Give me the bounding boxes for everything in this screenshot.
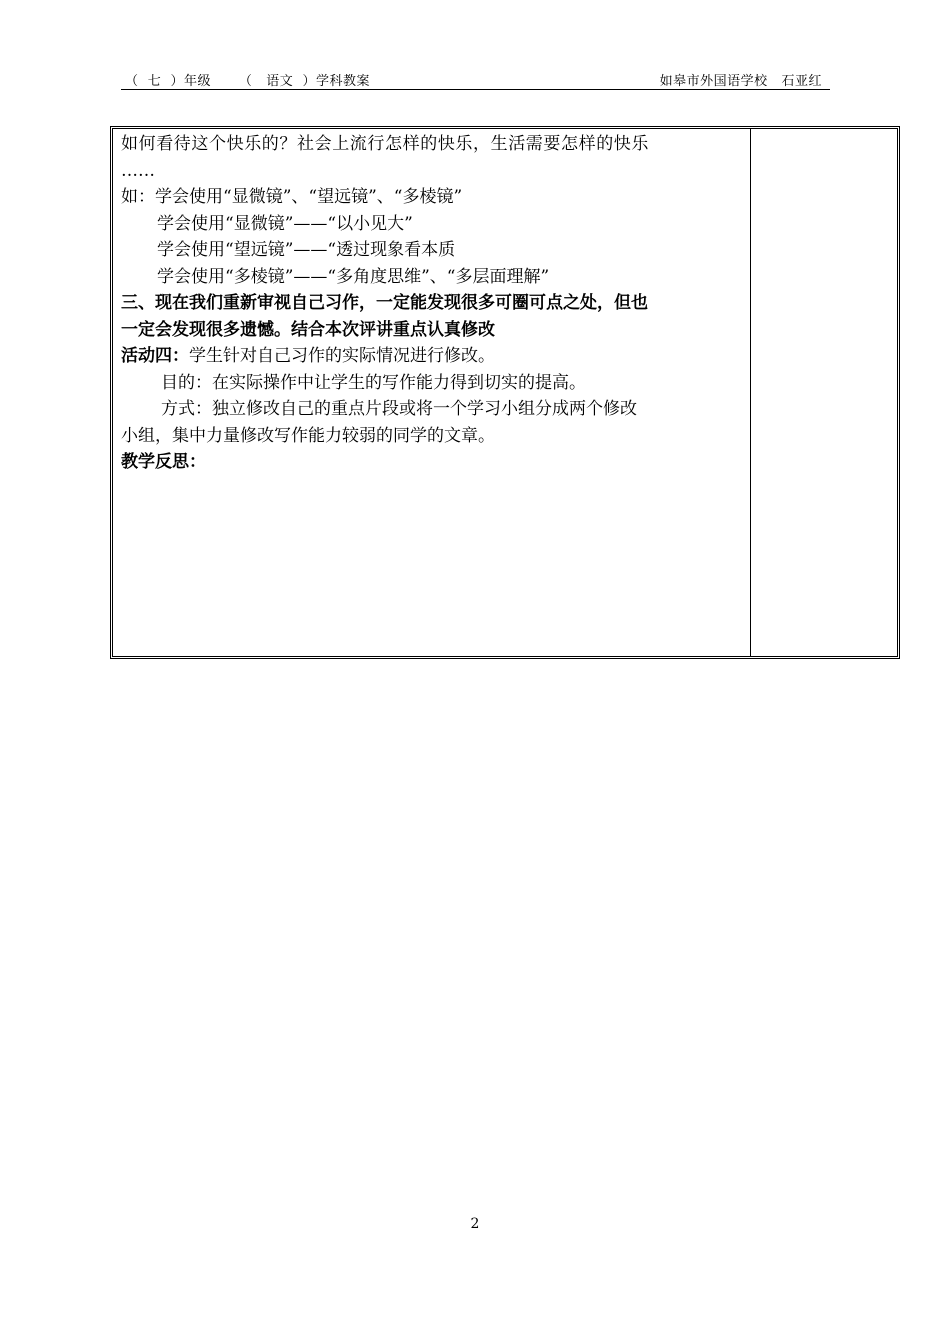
- table-column-divider: [750, 129, 751, 656]
- header-grade-subject: （ 七 ）年级 （ 语文 ）学科教案: [125, 74, 370, 89]
- content-line: 学会使用“望远镜”——“透过现象看本质: [157, 240, 456, 260]
- content-line: 学会使用“显微镜”——“以小见大”: [157, 213, 413, 234]
- content-line: ……: [121, 160, 155, 181]
- content-line: 学会使用“多棱镜”——“多角度思维”、“多层面理解”: [157, 266, 550, 287]
- section-heading: 三、现在我们重新审视自己习作，一定能发现很多可圈可点之处，但也: [121, 293, 648, 313]
- lesson-plan-table: [110, 126, 900, 659]
- activity-text: 学生针对自己习作的实际情况进行修改。: [189, 346, 495, 366]
- teaching-reflection-label: 教学反思：: [121, 452, 206, 472]
- content-line: 方式：独立修改自己的重点片段或将一个学习小组分成两个修改: [161, 399, 637, 419]
- content-line: 如何看待这个快乐的？社会上流行怎样的快乐，生活需要怎样的快乐: [121, 134, 649, 154]
- activity-line: [121, 343, 745, 370]
- content-line: 如：学会使用“显微镜”、“望远镜”、“多棱镜”: [121, 187, 463, 207]
- content-line: 目的：在实际操作中让学生的写作能力得到切实的提高。: [161, 372, 586, 393]
- activity-label: 活动四：: [121, 346, 189, 366]
- lesson-content-cell: [121, 131, 745, 476]
- section-heading: 一定会发现很多遗憾。结合本次评讲重点认真修改: [121, 319, 495, 340]
- page-number: 2: [470, 1216, 480, 1232]
- page-header: [121, 70, 830, 90]
- header-school-author: 如皋市外国语学校 石亚红: [659, 74, 822, 89]
- content-line: 小组，集中力量修改写作能力较弱的同学的文章。: [121, 425, 495, 446]
